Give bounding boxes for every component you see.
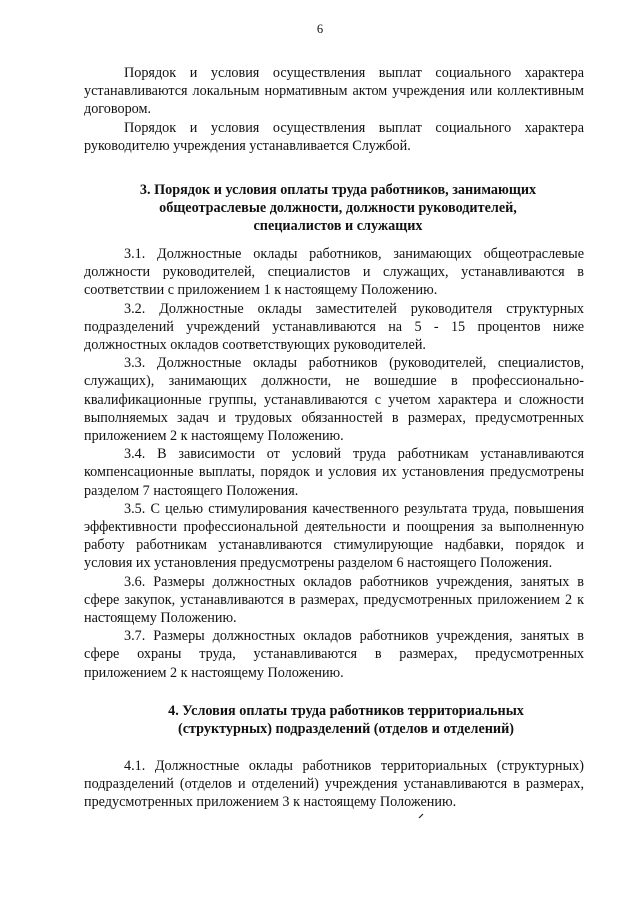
section-3-body <box>84 245 584 682</box>
intro-block <box>84 64 584 155</box>
ink-mark <box>418 813 424 819</box>
page-number: 6 <box>316 22 324 36</box>
section-3-heading: 3. Порядок и условия оплаты труда работников, занимающих общеотраслевые должности, должности руководителей, специалистов и служащих <box>139 182 537 235</box>
clause-3-1: 3.1. Должностные оклады работников, занимающих общеотраслевые должности руководителей, специалистов и служащих, устанавливаются в соответствии с приложением 1 к настоящему Положению. <box>84 246 584 299</box>
clause-3-7: 3.7. Размеры должностных окладов работников учреждения, занятых в сфере охраны труда, устанавливаются в размерах, предусмотренных приложением 2 к настоящему Положению. <box>84 628 584 681</box>
section-4-body <box>84 757 584 812</box>
paragraph-social-payments-director: Порядок и условия осуществления выплат социального характера руководителю учреждения устанавливается Службой. <box>84 119 584 154</box>
clause-3-2: 3.2. Должностные оклады заместителей руководителя структурных подразделений учреждений устанавливаются на 5 - 15 процентов ниже должностных окладов соответствующих руководителей. <box>84 300 584 354</box>
clause-3-5: 3.5. С целью стимулирования качественного результата труда, повышения эффективности профессиональной деятельности и поощрения за выполненную работу работникам устанавливаются стимулирующие надбавки, порядок и условия их установления предусмотрены разделом 6 настоящего Положения. <box>84 500 584 572</box>
paragraph-social-payments-local-act: Порядок и условия осуществления выплат социального характера устанавливаются локальным нормативным актом учреждения или коллективным договором. <box>84 65 584 118</box>
section-4-heading: 4. Условия оплаты труда работников территориальных (структурных) подразделений (отделов и отделений) <box>168 703 524 738</box>
clause-3-6: 3.6. Размеры должностных окладов работников учреждения, занятых в сфере закупок, устанавливаются в размерах, предусмотренных приложением 2 к настоящему Положению. <box>84 573 584 627</box>
clause-3-3: 3.3. Должностные оклады работников (руководителей, специалистов, служащих), занимающих должности, не вошедшие в профессионально-квалификационные группы, устанавливаются с учетом характера и сложности выполняемых задач и трудовых обязанностей в размерах, предусмотренных приложением 2 к настоящему Положению. <box>84 355 584 445</box>
clause-4-1: 4.1. Должностные оклады работников территориальных (структурных) подразделений (отделов и отделений) учреждения устанавливаются в размерах, предусмотренных приложением 3 к настоящему Положению. <box>84 758 584 811</box>
clause-3-4: 3.4. В зависимости от условий труда работникам устанавливаются компенсационные выплаты, порядок и условия их установления предусмотрены разделом 7 настоящего Положения. <box>84 446 584 499</box>
